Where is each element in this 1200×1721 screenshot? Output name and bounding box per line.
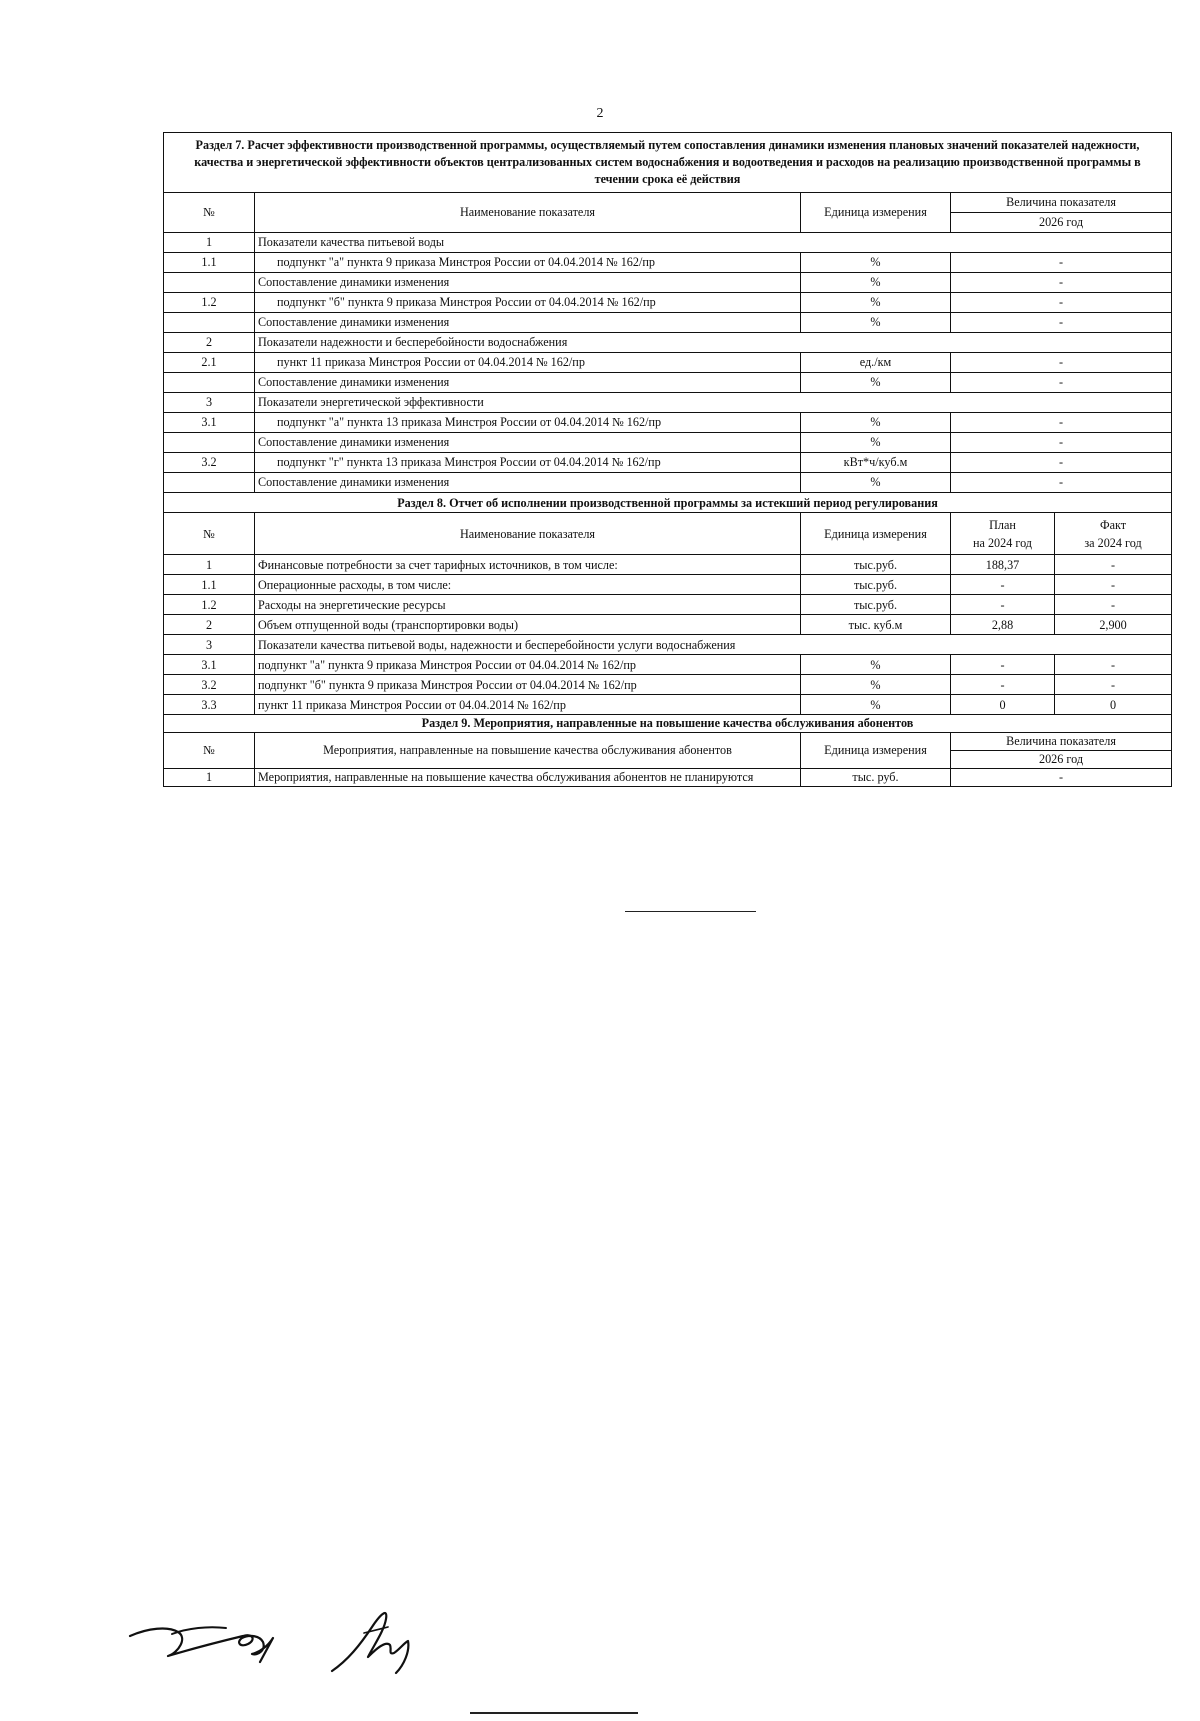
col-header-num: №	[164, 193, 255, 233]
row-unit: %	[801, 675, 951, 695]
row-name: подпункт "б" пункта 9 приказа Минстроя России от 04.04.2014 № 162/пр	[255, 675, 801, 695]
row-name: Расходы на энергетические ресурсы	[255, 595, 801, 615]
row-plan: -	[951, 655, 1055, 675]
row-value: -	[951, 453, 1172, 473]
row-num: 1.1	[164, 253, 255, 273]
row-name: подпункт "а" пункта 13 приказа Минстроя России от 04.04.2014 № 162/пр	[255, 413, 801, 433]
row-num: 3.2	[164, 675, 255, 695]
row-fact: 0	[1055, 695, 1172, 715]
row-name: Мероприятия, направленные на повышение качества обслуживания абонентов не планируются	[255, 769, 801, 787]
row-unit: %	[801, 695, 951, 715]
plan-header-line1: План	[989, 517, 1016, 532]
col-header-value-group: Величина показателя	[951, 193, 1172, 213]
table-row	[164, 615, 1172, 635]
row-value: -	[951, 273, 1172, 293]
table-row	[164, 473, 1172, 493]
row-num: 3.2	[164, 453, 255, 473]
row-name: Сопоставление динамики изменения	[255, 313, 801, 333]
row-num: 1	[164, 555, 255, 575]
table-row	[164, 273, 1172, 293]
row-unit: %	[801, 253, 951, 273]
row-unit: тыс.руб.	[801, 555, 951, 575]
row-num: 3	[164, 635, 255, 655]
row-value: -	[951, 769, 1172, 787]
row-name: Показатели качества питьевой воды	[255, 233, 1172, 253]
row-unit: %	[801, 413, 951, 433]
end-separator-line	[625, 911, 756, 912]
row-name: подпункт "а" пункта 9 приказа Минстроя России от 04.04.2014 № 162/пр	[255, 253, 801, 273]
row-fact: -	[1055, 675, 1172, 695]
row-name: Сопоставление динамики изменения	[255, 373, 801, 393]
fact-header-line1: Факт	[1099, 517, 1127, 532]
col-header-name: Мероприятия, направленные на повышение качества обслуживания абонентов	[255, 733, 801, 769]
row-plan: 2,88	[951, 615, 1055, 635]
row-unit: ед./км	[801, 353, 951, 373]
col-header-name: Наименование показателя	[255, 513, 801, 555]
table-row	[164, 675, 1172, 695]
table-row	[164, 635, 1172, 655]
table-row	[164, 575, 1172, 595]
section8-table	[163, 492, 1172, 715]
row-name: Сопоставление динамики изменения	[255, 433, 801, 453]
row-num: 3.1	[164, 413, 255, 433]
page-number: 2	[596, 106, 604, 121]
row-fact: -	[1055, 555, 1172, 575]
row-unit: тыс.руб.	[801, 575, 951, 595]
row-value: -	[951, 373, 1172, 393]
row-name: Показатели качества питьевой воды, надежности и бесперебойности услуги водоснабжения	[255, 635, 1172, 655]
row-num: 3.3	[164, 695, 255, 715]
row-value: -	[951, 413, 1172, 433]
row-name: подпункт "а" пункта 9 приказа Минстроя России от 04.04.2014 № 162/пр	[255, 655, 801, 675]
row-fact: -	[1055, 595, 1172, 615]
row-num: 1.2	[164, 595, 255, 615]
section7-table	[163, 132, 1172, 493]
plan-header-line2: на 2024 год	[972, 535, 1033, 550]
row-name: Объем отпущенной воды (транспортировки воды)	[255, 615, 801, 635]
row-num	[164, 373, 255, 393]
row-name: Операционные расходы, в том числе:	[255, 575, 801, 595]
col-header-num: №	[164, 733, 255, 769]
col-header-num: №	[164, 513, 255, 555]
row-num	[164, 473, 255, 493]
col-header-name: Наименование показателя	[255, 193, 801, 233]
row-value: -	[951, 353, 1172, 373]
row-plan: 188,37	[951, 555, 1055, 575]
row-num	[164, 273, 255, 293]
signature-1	[128, 1598, 298, 1668]
section7-title: Раздел 7. Расчет эффективности производственной программы, осуществляемый путем сопоставления динамики изменения плановых значений показателей надежности, качества и энергетической эффективности объектов централизованных систем водоснабжения и водоотведения и расходов на реализацию производственной программы в течении срока её действия	[164, 133, 1172, 193]
row-unit: %	[801, 433, 951, 453]
report-tables	[163, 132, 1171, 787]
row-value: -	[951, 253, 1172, 273]
table-row	[164, 453, 1172, 473]
section9-body	[164, 769, 1172, 787]
row-unit: %	[801, 373, 951, 393]
row-num: 2	[164, 333, 255, 353]
col-header-value-group: Величина показателя	[951, 733, 1172, 751]
col-header-year: 2026 год	[951, 213, 1172, 233]
row-num: 1	[164, 769, 255, 787]
row-unit: тыс.руб.	[801, 595, 951, 615]
row-num: 3	[164, 393, 255, 413]
table-row	[164, 333, 1172, 353]
bottom-edge-line	[470, 1712, 638, 1714]
table-row	[164, 293, 1172, 313]
col-header-unit: Единица измерения	[801, 193, 951, 233]
row-num: 2	[164, 615, 255, 635]
row-name: Финансовые потребности за счет тарифных источников, в том числе:	[255, 555, 801, 575]
row-num	[164, 313, 255, 333]
table-row	[164, 313, 1172, 333]
col-header-unit: Единица измерения	[801, 733, 951, 769]
table-row	[164, 695, 1172, 715]
col-header-unit: Единица измерения	[801, 513, 951, 555]
section8-title: Раздел 8. Отчет об исполнении производственной программы за истекший период регулирования	[164, 493, 1172, 513]
table-row	[164, 433, 1172, 453]
table-row	[164, 233, 1172, 253]
row-plan: -	[951, 675, 1055, 695]
row-name: Показатели энергетической эффективности	[255, 393, 1172, 413]
signature-2	[328, 1605, 438, 1677]
table-row	[164, 393, 1172, 413]
row-unit: %	[801, 655, 951, 675]
row-value: -	[951, 473, 1172, 493]
row-unit: тыс. куб.м	[801, 615, 951, 635]
row-unit: %	[801, 313, 951, 333]
section8-body	[164, 555, 1172, 715]
col-header-year: 2026 год	[951, 751, 1172, 769]
row-num	[164, 433, 255, 453]
row-num: 2.1	[164, 353, 255, 373]
table-row	[164, 353, 1172, 373]
table-row	[164, 769, 1172, 787]
row-value: -	[951, 433, 1172, 453]
row-name: Сопоставление динамики изменения	[255, 473, 801, 493]
section9-table	[163, 714, 1172, 787]
row-fact: 2,900	[1055, 615, 1172, 635]
row-fact: -	[1055, 655, 1172, 675]
row-name: подпункт "г" пункта 13 приказа Минстроя России от 04.04.2014 № 162/пр	[255, 453, 801, 473]
row-name: Сопоставление динамики изменения	[255, 273, 801, 293]
section9-title: Раздел 9. Мероприятия, направленные на повышение качества обслуживания абонентов	[164, 715, 1172, 733]
row-name: пункт 11 приказа Минстроя России от 04.04.2014 № 162/пр	[255, 353, 801, 373]
table-row	[164, 655, 1172, 675]
row-value: -	[951, 313, 1172, 333]
row-unit: %	[801, 293, 951, 313]
row-unit: %	[801, 473, 951, 493]
row-plan: 0	[951, 695, 1055, 715]
row-name: Показатели надежности и бесперебойности водоснабжения	[255, 333, 1172, 353]
table-row	[164, 373, 1172, 393]
row-unit: %	[801, 273, 951, 293]
table-row	[164, 413, 1172, 433]
table-row	[164, 595, 1172, 615]
row-fact: -	[1055, 575, 1172, 595]
section7-body	[164, 233, 1172, 493]
col-header-plan	[951, 513, 1055, 555]
table-row	[164, 555, 1172, 575]
row-plan: -	[951, 575, 1055, 595]
row-name: подпункт "б" пункта 9 приказа Минстроя России от 04.04.2014 № 162/пр	[255, 293, 801, 313]
table-row	[164, 253, 1172, 273]
row-unit: кВт*ч/куб.м	[801, 453, 951, 473]
row-unit: тыс. руб.	[801, 769, 951, 787]
row-name: пункт 11 приказа Минстроя России от 04.04.2014 № 162/пр	[255, 695, 801, 715]
row-num: 1.2	[164, 293, 255, 313]
col-header-fact	[1055, 513, 1172, 555]
row-num: 1	[164, 233, 255, 253]
row-num: 1.1	[164, 575, 255, 595]
row-num: 3.1	[164, 655, 255, 675]
row-value: -	[951, 293, 1172, 313]
fact-header-line2: за 2024 год	[1084, 535, 1142, 550]
row-plan: -	[951, 595, 1055, 615]
